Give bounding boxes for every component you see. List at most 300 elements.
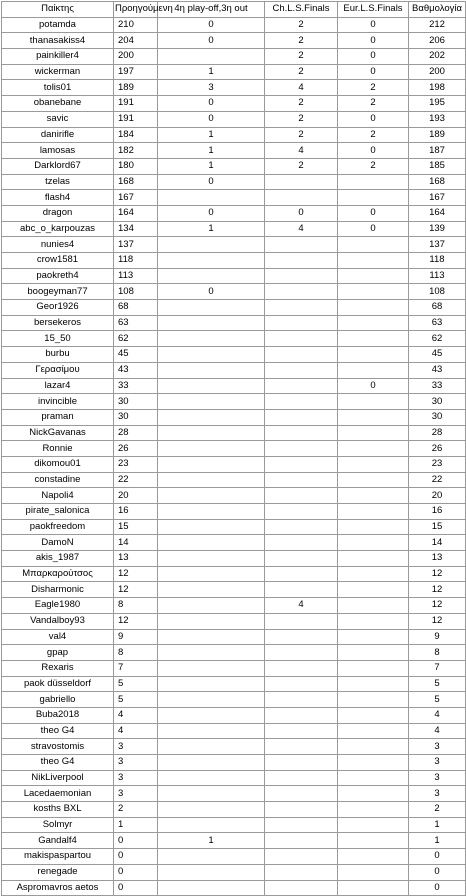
- playoff-points: [158, 676, 265, 692]
- eurl-finals-points: 2: [338, 127, 409, 143]
- previous-score: 0: [114, 833, 158, 849]
- total-score: 164: [409, 205, 466, 221]
- playoff-points: [158, 49, 265, 65]
- previous-score: 210: [114, 17, 158, 33]
- previous-score: 167: [114, 190, 158, 206]
- total-score: 2: [409, 802, 466, 818]
- previous-score: 63: [114, 315, 158, 331]
- playoff-points: [158, 692, 265, 708]
- playoff-points: [158, 849, 265, 865]
- playoff-points: 0: [158, 96, 265, 112]
- eurl-finals-points: [338, 598, 409, 614]
- total-score: 1: [409, 817, 466, 833]
- previous-score: 0: [114, 849, 158, 865]
- table-row: [2, 111, 466, 127]
- total-score: 118: [409, 253, 466, 269]
- previous-score: 189: [114, 80, 158, 96]
- eurl-finals-points: 0: [338, 378, 409, 394]
- previous-score: 12: [114, 582, 158, 598]
- total-score: 4: [409, 723, 466, 739]
- previous-score: 28: [114, 425, 158, 441]
- chl-finals-points: [265, 347, 338, 363]
- eurl-finals-points: [338, 425, 409, 441]
- total-score: 3: [409, 755, 466, 771]
- playoff-points: [158, 645, 265, 661]
- previous-score: 0: [114, 880, 158, 896]
- player-name: Rexaris: [2, 660, 114, 676]
- chl-finals-points: [265, 770, 338, 786]
- playoff-points: 0: [158, 205, 265, 221]
- previous-score: 33: [114, 378, 158, 394]
- chl-finals-points: [265, 880, 338, 896]
- total-score: 33: [409, 378, 466, 394]
- player-name: lamosas: [2, 143, 114, 159]
- player-name: pirate_salonica: [2, 504, 114, 520]
- chl-finals-points: [265, 519, 338, 535]
- total-score: 8: [409, 645, 466, 661]
- total-score: 3: [409, 770, 466, 786]
- previous-score: 14: [114, 535, 158, 551]
- eurl-finals-points: [338, 362, 409, 378]
- playoff-points: [158, 566, 265, 582]
- eurl-finals-points: [338, 268, 409, 284]
- previous-score: 26: [114, 441, 158, 457]
- previous-score: 118: [114, 253, 158, 269]
- total-score: 113: [409, 268, 466, 284]
- previous-score: 134: [114, 221, 158, 237]
- chl-finals-points: [265, 849, 338, 865]
- chl-finals-points: [265, 425, 338, 441]
- player-name: val4: [2, 629, 114, 645]
- total-score: 193: [409, 111, 466, 127]
- playoff-points: 0: [158, 33, 265, 49]
- previous-score: 3: [114, 739, 158, 755]
- table-row: [2, 660, 466, 676]
- player-name: bersekeros: [2, 315, 114, 331]
- table-row: [2, 221, 466, 237]
- player-name: Lacedaemonian: [2, 786, 114, 802]
- player-name: Buba2018: [2, 707, 114, 723]
- total-score: 5: [409, 692, 466, 708]
- previous-score: 191: [114, 111, 158, 127]
- previous-score: 0: [114, 864, 158, 880]
- playoff-points: [158, 378, 265, 394]
- playoff-points: [158, 864, 265, 880]
- eurl-finals-points: [338, 629, 409, 645]
- chl-finals-points: [265, 692, 338, 708]
- previous-score: 8: [114, 598, 158, 614]
- table-row: [2, 158, 466, 174]
- player-name: kosths BXL: [2, 802, 114, 818]
- player-name: obanebane: [2, 96, 114, 112]
- chl-finals-points: [265, 394, 338, 410]
- eurl-finals-points: [338, 849, 409, 865]
- chl-finals-points: 2: [265, 127, 338, 143]
- previous-score: 30: [114, 394, 158, 410]
- eurl-finals-points: 0: [338, 33, 409, 49]
- eurl-finals-points: [338, 488, 409, 504]
- total-score: 16: [409, 504, 466, 520]
- chl-finals-points: [265, 739, 338, 755]
- chl-finals-points: [265, 456, 338, 472]
- playoff-points: [158, 315, 265, 331]
- table-row: [2, 253, 466, 269]
- previous-score: 23: [114, 456, 158, 472]
- chl-finals-points: [265, 253, 338, 269]
- total-score: 108: [409, 284, 466, 300]
- player-name: gpap: [2, 645, 114, 661]
- total-score: 195: [409, 96, 466, 112]
- chl-finals-points: 4: [265, 80, 338, 96]
- playoff-points: [158, 770, 265, 786]
- header-eurl-finals: Eur.L.S.Finals: [338, 2, 409, 18]
- chl-finals-points: 2: [265, 49, 338, 65]
- playoff-points: 0: [158, 174, 265, 190]
- playoff-points: [158, 786, 265, 802]
- eurl-finals-points: [338, 551, 409, 567]
- header-total: Βαθμολογία: [409, 2, 466, 18]
- chl-finals-points: 2: [265, 64, 338, 80]
- table-row: [2, 378, 466, 394]
- header-player: Παίκτης: [2, 2, 114, 18]
- player-name: Aspromavros aetos: [2, 880, 114, 896]
- player-name: Vandalboy93: [2, 613, 114, 629]
- total-score: 206: [409, 33, 466, 49]
- player-name: burbu: [2, 347, 114, 363]
- player-name: theo G4: [2, 723, 114, 739]
- previous-score: 62: [114, 331, 158, 347]
- previous-score: 5: [114, 692, 158, 708]
- player-name: NikLiverpool: [2, 770, 114, 786]
- chl-finals-points: [265, 378, 338, 394]
- eurl-finals-points: 0: [338, 205, 409, 221]
- eurl-finals-points: [338, 347, 409, 363]
- player-name: abc_o_karpouzas: [2, 221, 114, 237]
- table-row: [2, 315, 466, 331]
- total-score: 3: [409, 739, 466, 755]
- chl-finals-points: 4: [265, 221, 338, 237]
- table-row: [2, 645, 466, 661]
- total-score: 167: [409, 190, 466, 206]
- playoff-points: 0: [158, 111, 265, 127]
- player-name: painkiller4: [2, 49, 114, 65]
- eurl-finals-points: 0: [338, 221, 409, 237]
- playoff-points: [158, 723, 265, 739]
- previous-score: 13: [114, 551, 158, 567]
- chl-finals-points: 2: [265, 158, 338, 174]
- table-row: [2, 362, 466, 378]
- previous-score: 191: [114, 96, 158, 112]
- chl-finals-points: [265, 723, 338, 739]
- table-row: [2, 237, 466, 253]
- chl-finals-points: 2: [265, 17, 338, 33]
- total-score: 26: [409, 441, 466, 457]
- player-name: tolis01: [2, 80, 114, 96]
- total-score: 43: [409, 362, 466, 378]
- previous-score: 137: [114, 237, 158, 253]
- player-name: lazar4: [2, 378, 114, 394]
- player-name: Disharmonic: [2, 582, 114, 598]
- table-row: [2, 629, 466, 645]
- previous-score: 12: [114, 566, 158, 582]
- playoff-points: [158, 613, 265, 629]
- table-row: [2, 394, 466, 410]
- eurl-finals-points: [338, 802, 409, 818]
- playoff-points: [158, 362, 265, 378]
- playoff-points: [158, 707, 265, 723]
- chl-finals-points: [265, 504, 338, 520]
- total-score: 15: [409, 519, 466, 535]
- table-row: [2, 551, 466, 567]
- eurl-finals-points: [338, 441, 409, 457]
- header-previous: Προηγούμενη: [114, 2, 158, 18]
- header-playoff: 4η play-off,3η out: [158, 2, 265, 18]
- playoff-points: [158, 472, 265, 488]
- chl-finals-points: 2: [265, 33, 338, 49]
- playoff-points: [158, 629, 265, 645]
- table-row: [2, 190, 466, 206]
- player-name: boogeyman77: [2, 284, 114, 300]
- playoff-points: 0: [158, 17, 265, 33]
- previous-score: 168: [114, 174, 158, 190]
- table-row: [2, 723, 466, 739]
- chl-finals-points: [265, 268, 338, 284]
- table-row: [2, 692, 466, 708]
- playoff-points: [158, 817, 265, 833]
- table-row: [2, 143, 466, 159]
- chl-finals-points: [265, 331, 338, 347]
- table-row: [2, 17, 466, 33]
- player-name: Μπαρκαρούτσος: [2, 566, 114, 582]
- table-row: [2, 174, 466, 190]
- playoff-points: 1: [158, 127, 265, 143]
- previous-score: 30: [114, 409, 158, 425]
- player-name: dikomou01: [2, 456, 114, 472]
- chl-finals-points: [265, 864, 338, 880]
- eurl-finals-points: [338, 880, 409, 896]
- player-name: 15_50: [2, 331, 114, 347]
- table-row: [2, 33, 466, 49]
- previous-score: 3: [114, 755, 158, 771]
- table-row: [2, 300, 466, 316]
- table-row: [2, 817, 466, 833]
- total-score: 0: [409, 864, 466, 880]
- chl-finals-points: [265, 488, 338, 504]
- chl-finals-points: [265, 190, 338, 206]
- eurl-finals-points: [338, 833, 409, 849]
- player-name: Solmyr: [2, 817, 114, 833]
- player-name: renegade: [2, 864, 114, 880]
- table-row: [2, 456, 466, 472]
- previous-score: 164: [114, 205, 158, 221]
- playoff-points: [158, 331, 265, 347]
- player-name: stravostomis: [2, 739, 114, 755]
- chl-finals-points: [265, 174, 338, 190]
- player-name: akis_1987: [2, 551, 114, 567]
- total-score: 187: [409, 143, 466, 159]
- total-score: 0: [409, 880, 466, 896]
- previous-score: 182: [114, 143, 158, 159]
- table-row: [2, 96, 466, 112]
- chl-finals-points: 0: [265, 205, 338, 221]
- player-name: paokfreedom: [2, 519, 114, 535]
- total-score: 202: [409, 49, 466, 65]
- player-name: savic: [2, 111, 114, 127]
- total-score: 4: [409, 707, 466, 723]
- eurl-finals-points: [338, 723, 409, 739]
- eurl-finals-points: [338, 409, 409, 425]
- table-row: [2, 441, 466, 457]
- player-name: crow1581: [2, 253, 114, 269]
- eurl-finals-points: [338, 817, 409, 833]
- playoff-points: [158, 519, 265, 535]
- total-score: 9: [409, 629, 466, 645]
- total-score: 1: [409, 833, 466, 849]
- chl-finals-points: 2: [265, 111, 338, 127]
- eurl-finals-points: [338, 676, 409, 692]
- table-row: [2, 49, 466, 65]
- table-row: [2, 409, 466, 425]
- chl-finals-points: [265, 660, 338, 676]
- eurl-finals-points: [338, 300, 409, 316]
- table-row: [2, 598, 466, 614]
- total-score: 137: [409, 237, 466, 253]
- playoff-points: [158, 425, 265, 441]
- chl-finals-points: [265, 441, 338, 457]
- standings-table: [1, 1, 466, 896]
- previous-score: 3: [114, 770, 158, 786]
- eurl-finals-points: [338, 284, 409, 300]
- player-name: nunies4: [2, 237, 114, 253]
- player-name: danirifle: [2, 127, 114, 143]
- chl-finals-points: [265, 472, 338, 488]
- playoff-points: [158, 598, 265, 614]
- previous-score: 5: [114, 676, 158, 692]
- total-score: 14: [409, 535, 466, 551]
- chl-finals-points: [265, 315, 338, 331]
- chl-finals-points: [265, 645, 338, 661]
- playoff-points: [158, 582, 265, 598]
- total-score: 62: [409, 331, 466, 347]
- player-name: Eagle1980: [2, 598, 114, 614]
- player-name: Napoli4: [2, 488, 114, 504]
- eurl-finals-points: 0: [338, 143, 409, 159]
- eurl-finals-points: [338, 566, 409, 582]
- eurl-finals-points: 0: [338, 49, 409, 65]
- previous-score: 20: [114, 488, 158, 504]
- table-row: [2, 770, 466, 786]
- previous-score: 4: [114, 707, 158, 723]
- player-name: praman: [2, 409, 114, 425]
- table-row: [2, 331, 466, 347]
- playoff-points: 3: [158, 80, 265, 96]
- table-row: [2, 535, 466, 551]
- playoff-points: 1: [158, 143, 265, 159]
- total-score: 3: [409, 786, 466, 802]
- table-row: [2, 582, 466, 598]
- playoff-points: [158, 441, 265, 457]
- chl-finals-points: [265, 582, 338, 598]
- eurl-finals-points: [338, 786, 409, 802]
- eurl-finals-points: [338, 613, 409, 629]
- total-score: 28: [409, 425, 466, 441]
- previous-score: 15: [114, 519, 158, 535]
- total-score: 0: [409, 849, 466, 865]
- previous-score: 12: [114, 613, 158, 629]
- chl-finals-points: 4: [265, 598, 338, 614]
- player-name: paok düsseldorf: [2, 676, 114, 692]
- eurl-finals-points: [338, 315, 409, 331]
- total-score: 5: [409, 676, 466, 692]
- playoff-points: [158, 456, 265, 472]
- playoff-points: [158, 394, 265, 410]
- table-row: [2, 425, 466, 441]
- eurl-finals-points: [338, 519, 409, 535]
- total-score: 13: [409, 551, 466, 567]
- total-score: 12: [409, 566, 466, 582]
- chl-finals-points: [265, 551, 338, 567]
- playoff-points: [158, 535, 265, 551]
- player-name: makispaspartou: [2, 849, 114, 865]
- table-row: [2, 880, 466, 896]
- previous-score: 43: [114, 362, 158, 378]
- previous-score: 184: [114, 127, 158, 143]
- previous-score: 7: [114, 660, 158, 676]
- table-row: [2, 786, 466, 802]
- player-name: theo G4: [2, 755, 114, 771]
- playoff-points: 1: [158, 64, 265, 80]
- playoff-points: 1: [158, 158, 265, 174]
- chl-finals-points: [265, 707, 338, 723]
- total-score: 185: [409, 158, 466, 174]
- table-row: [2, 676, 466, 692]
- previous-score: 204: [114, 33, 158, 49]
- chl-finals-points: 2: [265, 96, 338, 112]
- header-chl-finals: Ch.L.S.Finals: [265, 2, 338, 18]
- total-score: 12: [409, 582, 466, 598]
- player-name: Γερασίμου: [2, 362, 114, 378]
- chl-finals-points: 4: [265, 143, 338, 159]
- table-row: [2, 802, 466, 818]
- player-name: Ronnie: [2, 441, 114, 457]
- playoff-points: [158, 268, 265, 284]
- player-name: constadine: [2, 472, 114, 488]
- previous-score: 8: [114, 645, 158, 661]
- header-row: [2, 2, 466, 18]
- chl-finals-points: [265, 566, 338, 582]
- eurl-finals-points: [338, 770, 409, 786]
- table-row: [2, 347, 466, 363]
- previous-score: 9: [114, 629, 158, 645]
- table-row: [2, 613, 466, 629]
- previous-score: 22: [114, 472, 158, 488]
- eurl-finals-points: [338, 190, 409, 206]
- previous-score: 108: [114, 284, 158, 300]
- eurl-finals-points: [338, 864, 409, 880]
- table-row: [2, 566, 466, 582]
- total-score: 20: [409, 488, 466, 504]
- previous-score: 197: [114, 64, 158, 80]
- playoff-points: 0: [158, 284, 265, 300]
- chl-finals-points: [265, 786, 338, 802]
- playoff-points: [158, 300, 265, 316]
- eurl-finals-points: [338, 755, 409, 771]
- eurl-finals-points: [338, 692, 409, 708]
- table-row: [2, 127, 466, 143]
- chl-finals-points: [265, 613, 338, 629]
- eurl-finals-points: [338, 174, 409, 190]
- playoff-points: 1: [158, 221, 265, 237]
